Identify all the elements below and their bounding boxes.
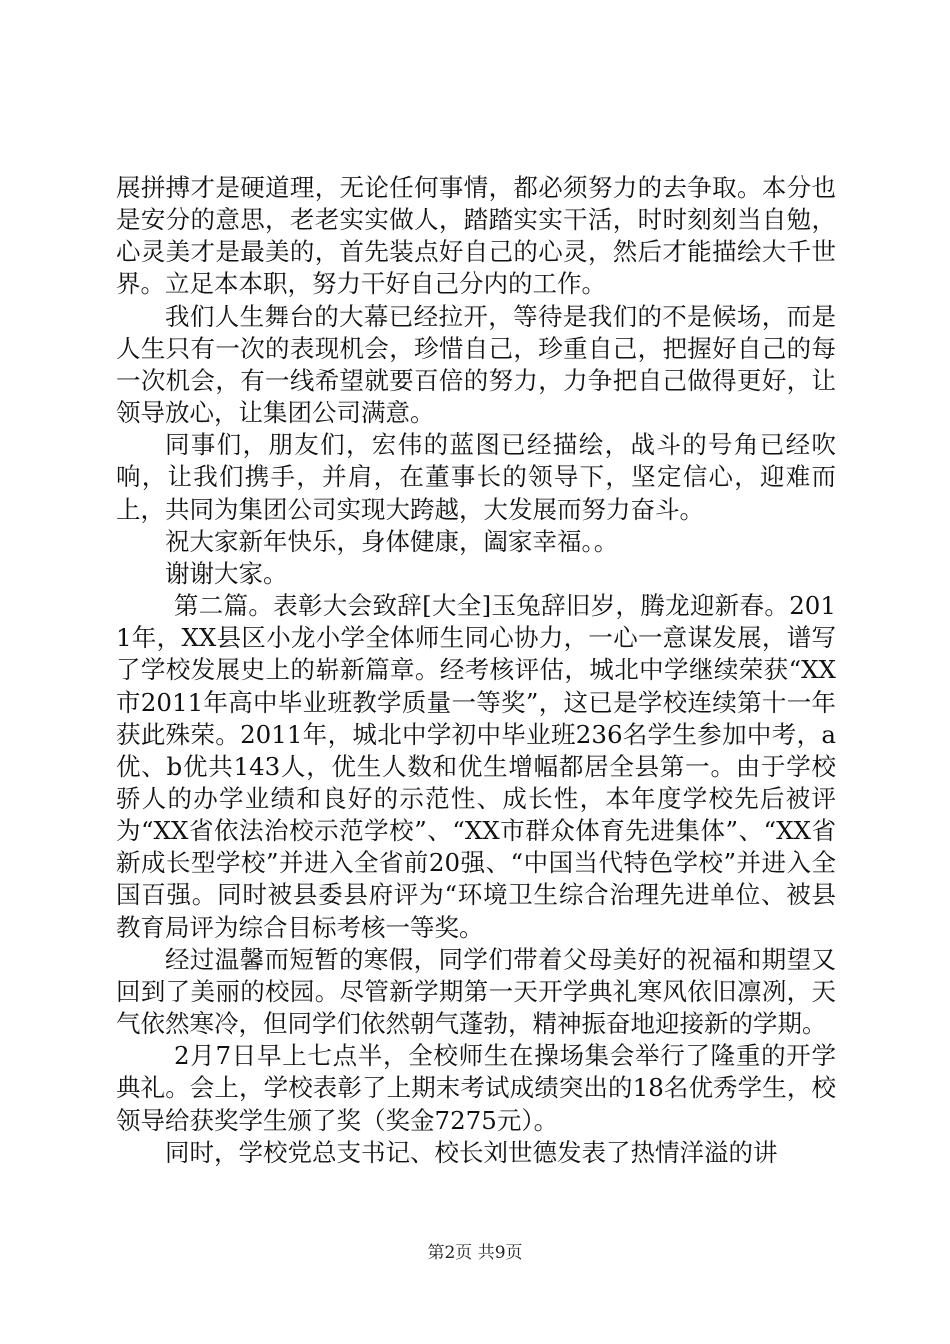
paragraph-9: 同时，学校党总支书记、校长刘世德发表了热情洋溢的讲 (165, 1137, 778, 1167)
paragraph-1: 展拼搏才是硬道理，无论任何事情，都必须努力的去争取。本分也是安分的意思，老老实实做人，踏踏实实干活，时时刻刻当自勉，心灵美才是最美的，首先装点好自己的心灵，然后才能描绘大千世界。立足本本职，努力干好自己分内的工作。 (116, 173, 836, 299)
paragraph-3: 同事们，朋友们，宏伟的蓝图已经描绘，战斗的号角已经吹响，让我们携手，并肩，在董事长的领导下，坚定信心，迎难而上，共同为集团公司实现大跨越，大发展而努力奋斗。 (116, 430, 836, 524)
paragraph-2: 我们人生舞台的大幕已经拉开，等待是我们的不是候场，而是人生只有一次的表现机会，珍惜自己，珍重自己，把握好自己的每一次机会，有一线希望就要百倍的努力，力争把自己做得更好，让领导放心，让集团公司满意。 (116, 301, 836, 428)
document-body (116, 172, 836, 1169)
paragraph-7: 经过温馨而短暂的寒假，同学们带着父母美好的祝福和期望又回到了美丽的校园。尽管新学期第一天开学典礼寒风依旧凛冽，天气依然寒冷，但同学们依然朝气蓬勃，精神振奋地迎接新的学期。 (116, 944, 836, 1039)
page-footer: 第2页 共9页 (427, 1243, 523, 1263)
paragraph-6: 第二篇。表彰大会致辞[大全]玉兔辞旧岁，腾龙迎新春。2011年，XX县区小龙小学全体师生同心协力，一心一意谋发展，谱写了学校发展史上的崭新篇章。经考核评估，城北中学继续荣获“XX市2011年高中毕业班教学质量一等奖”，这已是学校连续第十一年获此殊荣。2011年，城北中学初中毕业班236名学生参加中考，a优、b优共143人，优生人数和优生增幅都居全县第一。由于学校骄人的办学业绩和良好的示范性、成长性，本年度学校先后被评为“XX省依法治校示范学校”、“XX市群众体育先进集体”、“XX省新成长型学校”并进入全省前20强、“中国当代特色学校”并进入全国百强。同时被县委县府评为“环境卫生综合治理先进单位、被县教育局评为综合目标考核一等奖。 (116, 591, 836, 942)
paragraph-4: 祝大家新年快乐，身体健康，阖家幸福。。 (165, 526, 619, 556)
paragraph-8: 2月7日早上七点半，全校师生在操场集会举行了隆重的开学典礼。会上，学校表彰了上期末考试成绩突出的18名优秀学生，校领导给获奖学生颁了奖（奖金7275元）。 (116, 1041, 836, 1135)
paragraph-5: 谢谢大家。 (165, 558, 288, 588)
